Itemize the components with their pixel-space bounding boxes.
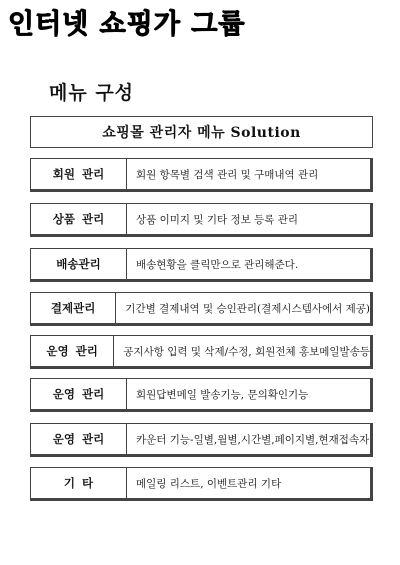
row-description: 배송현황을 클릭만으로 관리해준다.	[136, 258, 299, 271]
logo-text: 인터넷 쇼핑가 그룹	[8, 9, 246, 40]
row-description: 카운터 기능-일별,월별,시간별,페이지별,현재접속자	[136, 433, 370, 446]
row-label: 운영 관리	[31, 424, 127, 454]
row-description: 기간별 결제내역 및 승인관리(결제시스템사에서 제공)	[125, 302, 370, 315]
section-title: 메뉴 구성	[49, 82, 135, 104]
menu-row-member	[30, 158, 373, 192]
menu-row-product	[30, 203, 373, 237]
row-label: 상품 관리	[31, 204, 127, 234]
row-label: 운영 관리	[31, 336, 114, 366]
row-label: 배송관리	[31, 249, 127, 279]
menu-row-etc	[30, 467, 373, 501]
row-description: 회원답변메일 발송기능, 문의확인기능	[136, 388, 309, 401]
row-label: 결제관리	[31, 293, 116, 323]
row-description: 메일링 리스트, 이벤트관리 기타	[136, 477, 282, 490]
menu-header: 쇼핑몰 관리자 메뉴 Solution	[30, 116, 373, 148]
menu-row-payment	[30, 292, 373, 326]
menu-row-operation-counter	[30, 423, 373, 457]
menu-row-operation-notice	[30, 335, 373, 369]
row-label: 회원 관리	[31, 159, 127, 189]
row-description: 공지사항 입력 및 삭제/수정, 회원전체 홍보메일발송등	[123, 345, 370, 358]
menu-row-shipping	[30, 248, 373, 282]
row-description: 상품 이미지 및 기타 정보 등록 관리	[136, 213, 299, 226]
logo	[6, 2, 246, 44]
menu-row-operation-reply	[30, 378, 373, 412]
row-description: 회원 항목별 검색 관리 및 구매내역 관리	[136, 168, 319, 181]
row-label: 운영 관리	[31, 379, 127, 409]
row-label: 기 타	[31, 468, 127, 498]
